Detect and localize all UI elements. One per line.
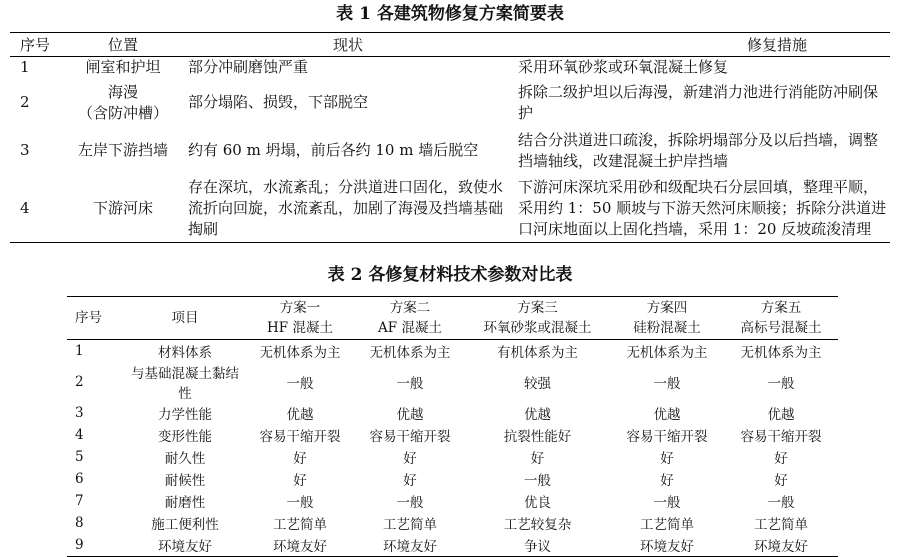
header-position: 位置 [64, 33, 182, 57]
row-no: 1 [75, 343, 84, 359]
row-value-scheme-2: 好 [403, 473, 417, 489]
header-scheme-5: 方案五 高标号混凝土 [724, 297, 838, 340]
row-value-scheme-3: 抗裂性能好 [503, 429, 572, 445]
row-value-scheme-5: 一般 [767, 376, 795, 392]
row-value-scheme-1: 工艺简单 [273, 517, 327, 533]
table-row [67, 340, 838, 363]
row-no: 9 [75, 537, 84, 553]
row-item: 变形性能 [158, 429, 212, 445]
row-item: 施工便利性 [151, 517, 219, 533]
table-row [67, 446, 838, 468]
row-value-scheme-2: 无机体系为主 [369, 345, 451, 361]
header-scheme-3: 方案三 环氧砂浆或混凝土 [465, 297, 610, 340]
row-value-scheme-2: 容易干缩开裂 [369, 429, 451, 445]
header-scheme-4: 方案四 硅粉混凝土 [610, 297, 724, 340]
row-no: 3 [75, 405, 84, 421]
row-value-scheme-3: 有机体系为主 [497, 345, 578, 361]
row-position: 闸室和护坦 [85, 58, 161, 77]
header-item: 项目 [125, 297, 245, 340]
row-value-scheme-3: 优良 [524, 495, 551, 511]
table-row [67, 402, 838, 424]
table-row [10, 127, 890, 175]
header-scheme-1: 方案一 HF 混凝土 [245, 297, 355, 340]
row-value-scheme-5: 无机体系为主 [740, 345, 822, 361]
repair-plan-table [10, 32, 890, 243]
row-status: 存在深坑，水流紊乱；分洪道进口固化，致使水流折向回旋，水流紊乱，加剧了海漫及挡墙基础掏刷 [188, 177, 504, 238]
header-scheme-2: 方案二 AF 混凝土 [355, 297, 465, 340]
row-no: 4 [75, 427, 84, 443]
row-value-scheme-3: 优越 [524, 407, 551, 423]
row-value-scheme-4: 环境友好 [640, 539, 694, 555]
row-position: 海漫 （含防冲槽） [77, 82, 168, 122]
row-value-scheme-2: 环境友好 [383, 539, 437, 555]
row-item: 耐磨性 [164, 495, 206, 511]
header-status: 现状 [182, 33, 514, 57]
header-no: 序号 [67, 297, 125, 340]
row-value-scheme-1: 无机体系为主 [259, 345, 341, 361]
row-value-scheme-3: 一般 [524, 473, 551, 489]
row-status: 部分冲刷磨蚀严重 [188, 58, 309, 77]
table-header-row [67, 297, 838, 340]
row-value-scheme-1: 好 [293, 451, 307, 467]
row-value-scheme-5: 环境友好 [754, 539, 808, 555]
row-no: 6 [75, 471, 84, 487]
row-value-scheme-5: 好 [774, 473, 788, 489]
row-item: 材料体系 [158, 345, 212, 361]
row-no: 8 [75, 515, 84, 531]
row-value-scheme-4: 容易干缩开裂 [626, 429, 708, 445]
row-no: 1 [20, 58, 30, 77]
table-header-row [10, 33, 890, 57]
row-value-scheme-4: 好 [660, 473, 674, 489]
row-value-scheme-2: 优越 [396, 407, 424, 423]
row-value-scheme-1: 优越 [286, 407, 314, 423]
row-position: 下游河床 [92, 198, 153, 217]
table-row [67, 424, 838, 446]
material-comparison-table [67, 296, 838, 557]
table-row [67, 362, 838, 402]
table-row [67, 534, 838, 557]
row-no: 3 [20, 141, 30, 159]
row-no: 2 [75, 374, 84, 390]
row-item: 力学性能 [158, 407, 212, 423]
table1-caption: 表 1 各建筑物修复方案简要表 [336, 4, 564, 24]
row-value-scheme-4: 一般 [653, 495, 681, 511]
row-value-scheme-4: 优越 [653, 407, 681, 423]
table-row [10, 57, 890, 79]
table2-caption: 表 2 各修复材料技术参数对比表 [327, 265, 573, 285]
row-value-scheme-3: 工艺较复杂 [503, 517, 572, 533]
row-value-scheme-2: 一般 [396, 376, 424, 392]
table-row [67, 512, 838, 534]
row-value-scheme-3: 较强 [524, 376, 551, 392]
table-row [10, 175, 890, 243]
row-value-scheme-5: 优越 [767, 407, 795, 423]
table-row [10, 79, 890, 127]
row-position: 左岸下游挡墙 [77, 141, 168, 159]
row-value-scheme-1: 一般 [286, 376, 314, 392]
row-no: 4 [20, 198, 30, 217]
row-value-scheme-1: 好 [293, 473, 307, 489]
row-value-scheme-2: 好 [403, 451, 417, 467]
row-value-scheme-4: 一般 [653, 376, 681, 392]
row-value-scheme-3: 好 [530, 451, 545, 467]
row-item: 耐久性 [164, 451, 206, 467]
row-measure: 采用环氧砂浆或环氧混凝土修复 [518, 58, 729, 77]
row-measure: 结合分洪道进口疏浚，拆除坍塌部分及以后挡墙，调整挡墙轴线，改建混凝土护岸挡墙 [518, 130, 879, 170]
row-measure: 拆除二级护坦以后海漫，新建消力池进行消能防冲刷保护 [518, 82, 879, 122]
row-value-scheme-2: 一般 [396, 495, 424, 511]
row-no: 2 [20, 93, 30, 111]
row-value-scheme-3: 争议 [524, 539, 551, 555]
row-item: 环境友好 [158, 539, 212, 555]
row-status: 部分塌陷、损毁，下部脱空 [188, 93, 369, 111]
row-value-scheme-5: 容易干缩开裂 [740, 429, 822, 445]
row-item: 与基础混凝土黏结性 [131, 366, 239, 402]
row-value-scheme-4: 好 [660, 451, 674, 467]
row-value-scheme-4: 无机体系为主 [626, 345, 708, 361]
row-status: 约有 60 m 坍塌，前后各约 10 m 墙后脱空 [188, 141, 479, 159]
row-item: 耐候性 [164, 473, 206, 489]
table-row [67, 490, 838, 512]
row-value-scheme-5: 工艺简单 [754, 517, 808, 533]
row-value-scheme-1: 一般 [286, 495, 314, 511]
row-no: 5 [75, 449, 84, 465]
header-no: 序号 [10, 33, 64, 57]
header-measure: 修复措施 [514, 33, 890, 57]
row-value-scheme-1: 容易干缩开裂 [259, 429, 341, 445]
row-value-scheme-5: 一般 [767, 495, 795, 511]
row-measure: 下游河床深坑采用砂和级配块石分层回填，整理平顺，采用约 1：50 顺坡与下游天然河床顺接；拆除分洪道进口河床地面以上固化挡墙，采用 1：20 反坡疏浚清理 [518, 177, 887, 238]
row-value-scheme-2: 工艺简单 [383, 517, 437, 533]
row-value-scheme-5: 好 [774, 451, 788, 467]
row-value-scheme-1: 环境友好 [273, 539, 327, 555]
row-no: 7 [75, 493, 84, 509]
table-row [67, 468, 838, 490]
row-value-scheme-4: 工艺简单 [640, 517, 694, 533]
